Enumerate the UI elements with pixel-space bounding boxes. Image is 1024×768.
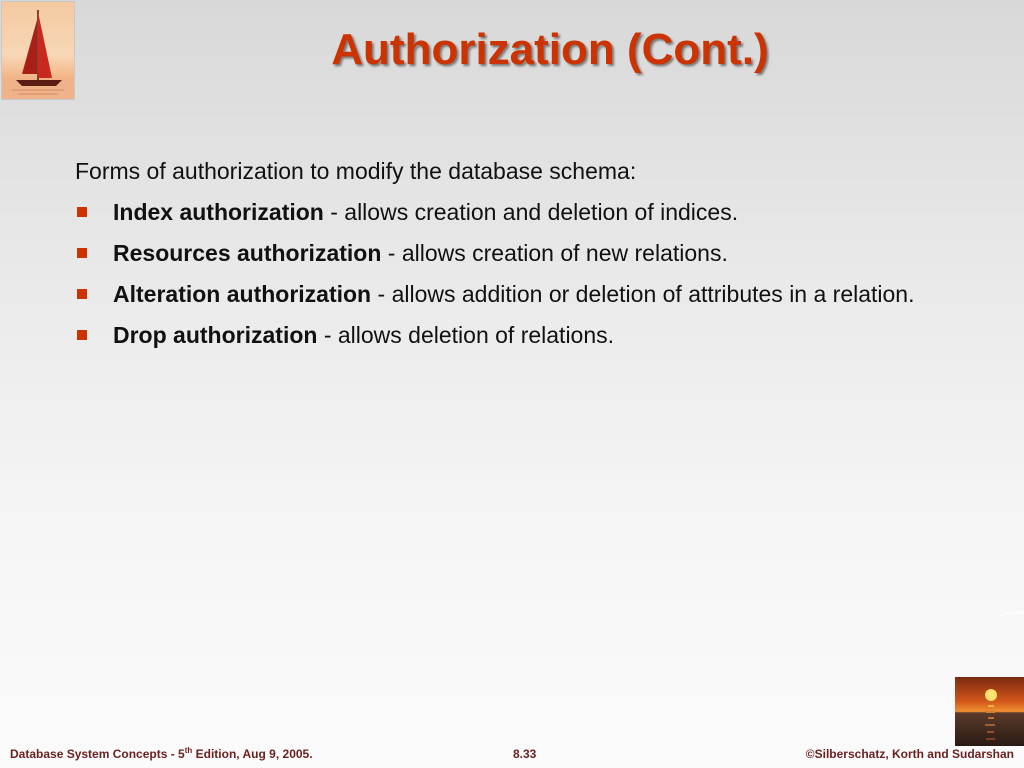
decorative-swoosh (998, 605, 1024, 613)
square-bullet-icon (77, 207, 87, 217)
term-description: - allows creation and deletion of indices. (323, 199, 739, 225)
term-description: - allows creation of new relations. (381, 240, 728, 266)
footer-edition-prefix: Database System Concepts - 5 (10, 747, 185, 761)
footer-edition-sup: th (184, 746, 193, 755)
sunset-icon (955, 677, 1024, 746)
footer-copyright: ©Silberschatz, Korth and Sudarshan (805, 747, 1014, 761)
sailboat-logo-icon (1, 1, 75, 100)
term-label: Index authorization (113, 199, 324, 225)
footer-edition-suffix: Edition, Aug 9, 2005. (192, 747, 313, 761)
intro-text: Forms of authorization to modify the database schema: (75, 158, 637, 184)
term-label: Resources authorization (113, 240, 382, 266)
footer-page-number: 8.33 (513, 747, 537, 761)
square-bullet-icon (77, 248, 87, 258)
authorization-list (75, 197, 955, 350)
list-item-resources (75, 238, 955, 268)
footer-edition (10, 747, 313, 765)
term-description: - allows addition or deletion of attributes in a relation. (371, 281, 915, 307)
list-item-drop (75, 320, 955, 350)
term-label: Drop authorization (113, 322, 318, 348)
square-bullet-icon (77, 289, 87, 299)
list-item-alteration (75, 279, 955, 309)
term-label: Alteration authorization (113, 281, 372, 307)
slide-title: Authorization (Cont.) (331, 25, 769, 74)
list-item-index (75, 197, 955, 227)
square-bullet-icon (77, 330, 87, 340)
term-description: - allows deletion of relations. (317, 322, 615, 348)
slide-body (75, 156, 955, 361)
